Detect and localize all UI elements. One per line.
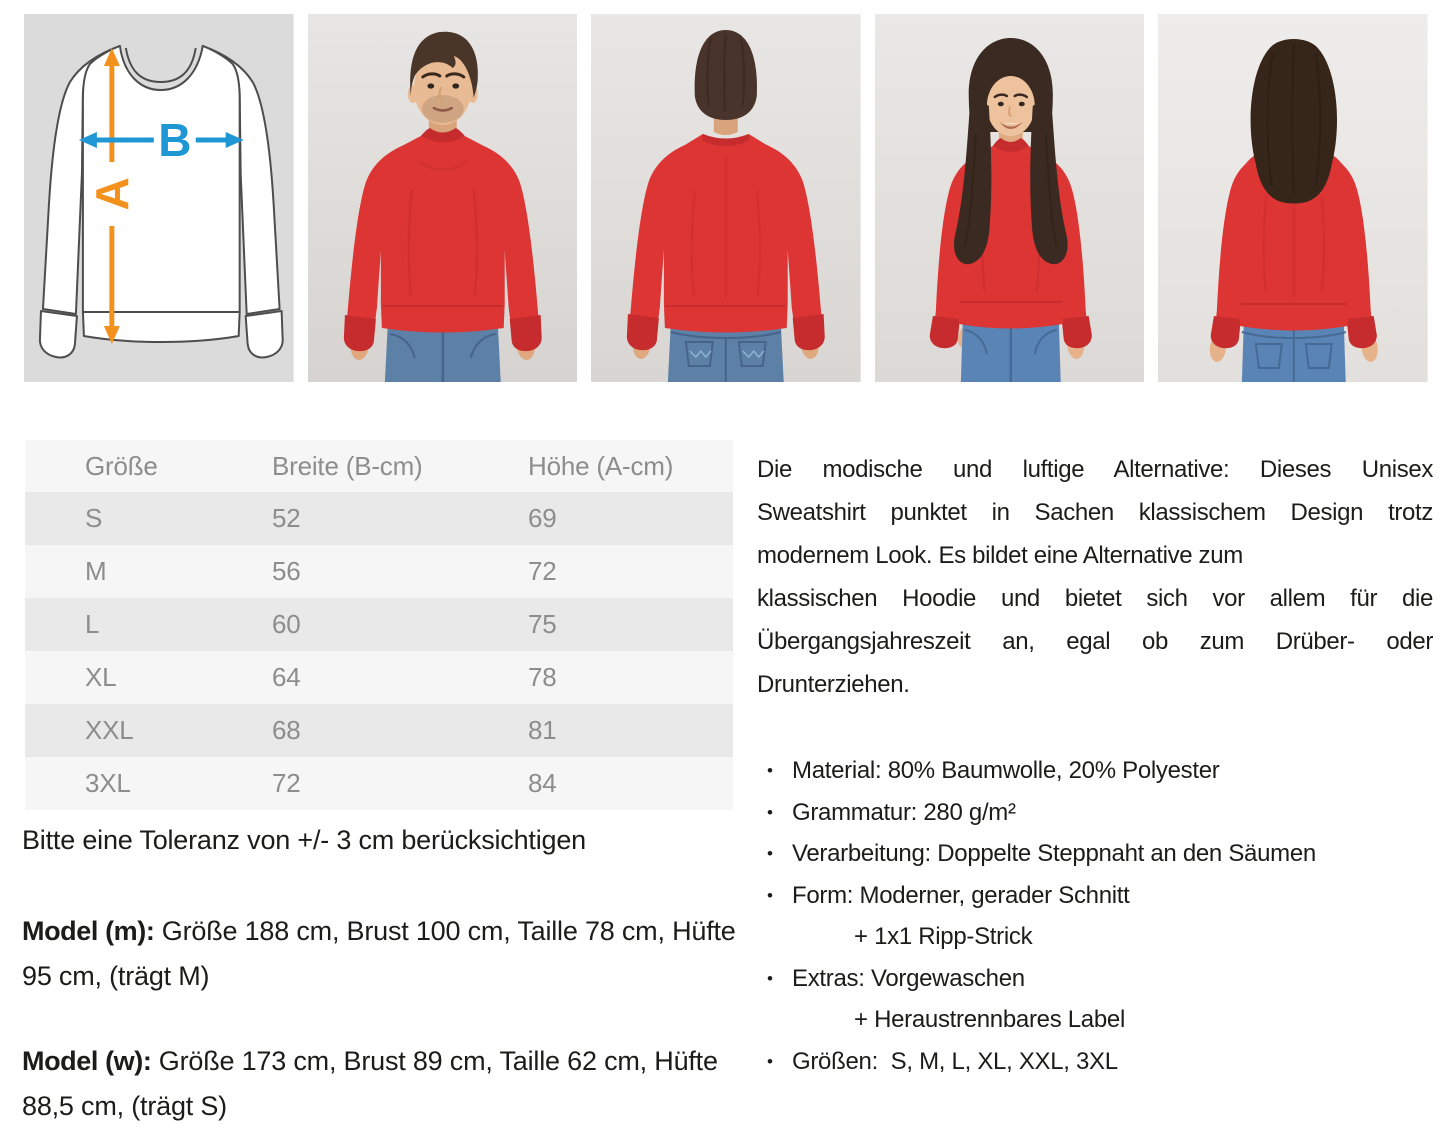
cell-height: 72 bbox=[528, 545, 733, 598]
cell-width: 64 bbox=[272, 651, 528, 704]
cell-height: 84 bbox=[528, 757, 733, 810]
size-table-header-row bbox=[25, 440, 733, 492]
cell-height: 81 bbox=[528, 704, 733, 757]
description-line: klassischen Hoodie und bietet sich vor allem für die bbox=[757, 585, 1433, 612]
description-line: Übergangsjahreszeit an, egal ob zum Drüber- oder bbox=[757, 628, 1433, 655]
table-row-xl bbox=[25, 651, 733, 704]
cell-width: 68 bbox=[272, 704, 528, 757]
feature-material: • Material: 80% Baumwolle, 20% Polyester bbox=[757, 750, 1433, 792]
cell-width: 72 bbox=[272, 757, 528, 810]
column-header-hoehe: Höhe (A-cm) bbox=[528, 440, 733, 492]
cell-height: 78 bbox=[528, 651, 733, 704]
feature-grammatur: • Grammatur: 280 g/m² bbox=[757, 792, 1433, 834]
table-row-s bbox=[25, 492, 733, 545]
table-row-l bbox=[25, 598, 733, 651]
cell-size: L bbox=[25, 598, 272, 651]
model-info-male bbox=[22, 909, 738, 999]
model-female-label: Model (w): bbox=[22, 1046, 152, 1076]
cell-size: M bbox=[25, 545, 272, 598]
male-back-illustration bbox=[591, 14, 861, 382]
size-table bbox=[25, 440, 733, 810]
model-male-back-photo bbox=[591, 14, 861, 382]
feature-form-continued: + 1x1 Ripp-Strick bbox=[854, 923, 1033, 950]
bullet-icon: • bbox=[767, 761, 773, 780]
model-male-measurements: Größe 188 cm, Brust 100 cm, Taille 78 cm, Hüfte 95 cm, (trägt M) bbox=[22, 916, 736, 991]
feature-extras: • Extras: Vorgewaschen bbox=[757, 958, 1433, 1000]
model-male-label: Model (m): bbox=[22, 916, 155, 946]
bullet-icon: • bbox=[767, 1051, 773, 1071]
cell-size: XXL bbox=[25, 704, 272, 757]
cell-width: 60 bbox=[272, 598, 528, 651]
cell-size: 3XL bbox=[25, 757, 272, 810]
table-row-3xl bbox=[25, 757, 733, 810]
description-line: Sweatshirt punktet in Sachen klassischem Design trotz bbox=[757, 499, 1433, 526]
bullet-icon: • bbox=[767, 844, 773, 863]
bullet-icon: • bbox=[767, 885, 773, 905]
label-b: B bbox=[158, 113, 192, 167]
cell-size: S bbox=[25, 492, 272, 545]
label-a: A bbox=[85, 177, 138, 211]
cell-height: 69 bbox=[528, 492, 733, 545]
female-back-illustration bbox=[1158, 14, 1428, 382]
tolerance-note: Bitte eine Toleranz von +/- 3 cm berücksichtigen bbox=[22, 825, 586, 855]
column-header-breite: Breite (B-cm) bbox=[272, 440, 528, 492]
cell-width: 56 bbox=[272, 545, 528, 598]
table-row-m bbox=[25, 545, 733, 598]
cell-width: 52 bbox=[272, 492, 528, 545]
product-description bbox=[757, 448, 1433, 706]
model-female-measurements: Größe 173 cm, Brust 89 cm, Taille 62 cm, Hüfte 88,5 cm, (trägt S) bbox=[22, 1046, 718, 1121]
size-info-column bbox=[22, 440, 738, 1129]
column-header-groesse: Größe bbox=[25, 440, 272, 492]
feature-extras-continued: + Heraustrennbares Label bbox=[854, 1006, 1125, 1033]
female-front-illustration bbox=[875, 14, 1145, 382]
model-female-back-photo bbox=[1158, 14, 1428, 382]
size-diagram bbox=[24, 14, 294, 382]
description-line: Die modische und luftige Alternative: Dieses Unisex bbox=[757, 456, 1433, 483]
feature-groessen: • Größen: S, M, L, XL, XXL, 3XL bbox=[757, 1041, 1433, 1083]
feature-list bbox=[757, 750, 1433, 1082]
feature-verarbeitung: • Verarbeitung: Doppelte Steppnaht an den Säumen bbox=[757, 833, 1433, 875]
table-row-xxl bbox=[25, 704, 733, 757]
bullet-icon: • bbox=[767, 968, 773, 988]
description-line: Drunterziehen. bbox=[757, 671, 910, 698]
model-male-front-photo bbox=[308, 14, 578, 382]
male-front-illustration bbox=[308, 14, 578, 382]
description-line: modernem Look. Es bildet eine Alternative zum bbox=[757, 542, 1243, 569]
feature-form: • Form: Moderner, gerader Schnitt bbox=[757, 875, 1433, 917]
size-diagram-illustration bbox=[24, 14, 294, 382]
cell-height: 75 bbox=[528, 598, 733, 651]
model-female-front-photo bbox=[875, 14, 1145, 382]
model-info-female bbox=[22, 1039, 738, 1129]
product-gallery bbox=[0, 0, 1445, 382]
cell-size: XL bbox=[25, 651, 272, 704]
product-description-column bbox=[757, 446, 1433, 1082]
bullet-icon: • bbox=[767, 802, 773, 822]
